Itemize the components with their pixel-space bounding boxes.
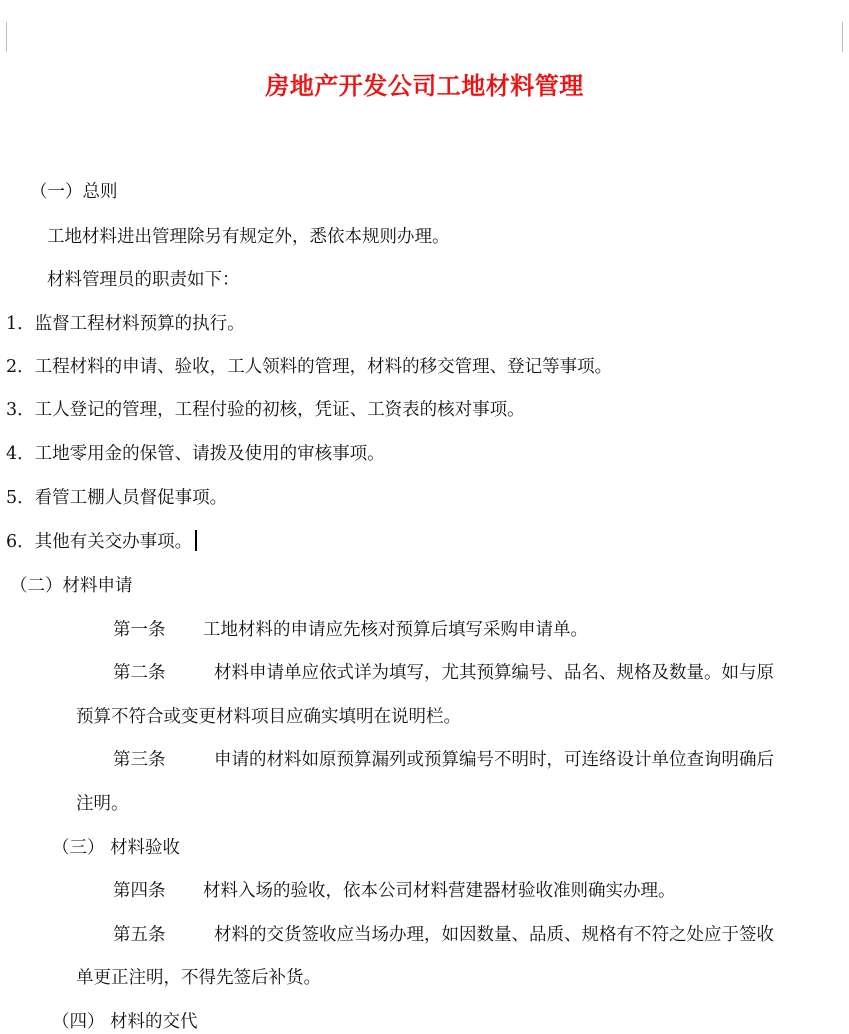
list-item-duty-5: 5．看管工棚人员督促事项。: [6, 488, 228, 508]
list-item-duty-3: 3．工人登记的管理，工程付验的初核，凭证、工资表的核对事项。: [6, 400, 525, 420]
article-4-number: 第四条: [113, 881, 166, 901]
list-item-duty-6-text: 6．其他有关交办事项。: [6, 532, 193, 552]
article-3-text-line-1: 申请的材料如原预算漏列或预算编号不明时，可连络设计单位查询明确后: [214, 750, 774, 770]
article-1-number: 第一条: [113, 620, 166, 640]
article-3-text-line-2: 注明。: [76, 794, 129, 814]
article-5-number: 第五条: [113, 925, 166, 945]
section-heading-material-acceptance: （三） 材料验收: [52, 838, 181, 858]
list-item-duty-4: 4．工地零用金的保管、请拨及使用的审核事项。: [6, 444, 385, 464]
paragraph-duties-intro: 材料管理员的职责如下：: [47, 270, 240, 290]
article-4-text: 材料入场的验收，依本公司材料营建器材验收准则确实办理。: [203, 881, 676, 901]
text-cursor: [195, 530, 197, 551]
article-3-number: 第三条: [113, 750, 166, 770]
article-2-text-line-1: 材料申请单应依式详为填写，尤其预算编号、品名、规格及数量。如与原: [214, 663, 774, 683]
document-title: 房地产开发公司工地材料管理: [265, 72, 584, 100]
article-5-text-line-1: 材料的交货签收应当场办理，如因数量、品质、规格有不符之处应于签收: [214, 925, 774, 945]
section-heading-material-handover: （四） 材料的交代: [52, 1012, 198, 1032]
crop-mark-right: [842, 22, 843, 52]
article-1-text: 工地材料的申请应先核对预算后填写采购申请单。: [203, 620, 588, 640]
article-2-text-line-2: 预算不符合或变更材料项目应确实填明在说明栏。: [76, 707, 461, 727]
paragraph-general-rule: 工地材料进出管理除另有规定外，悉依本规则办理。: [47, 227, 450, 247]
article-5-text-line-2: 单更正注明，不得先签后补货。: [76, 968, 321, 988]
section-heading-material-request: （二）材料申请: [10, 576, 133, 596]
list-item-duty-6[interactable]: [6, 530, 197, 554]
article-2-number: 第二条: [113, 663, 166, 683]
section-heading-general: （一）总则: [30, 182, 118, 202]
list-item-duty-1: 1．监督工程材料预算的执行。: [6, 314, 245, 334]
list-item-duty-2: 2．工程材料的申请、验收，工人领料的管理，材料的移交管理、登记等事项。: [6, 357, 613, 377]
crop-mark-left: [6, 22, 7, 52]
